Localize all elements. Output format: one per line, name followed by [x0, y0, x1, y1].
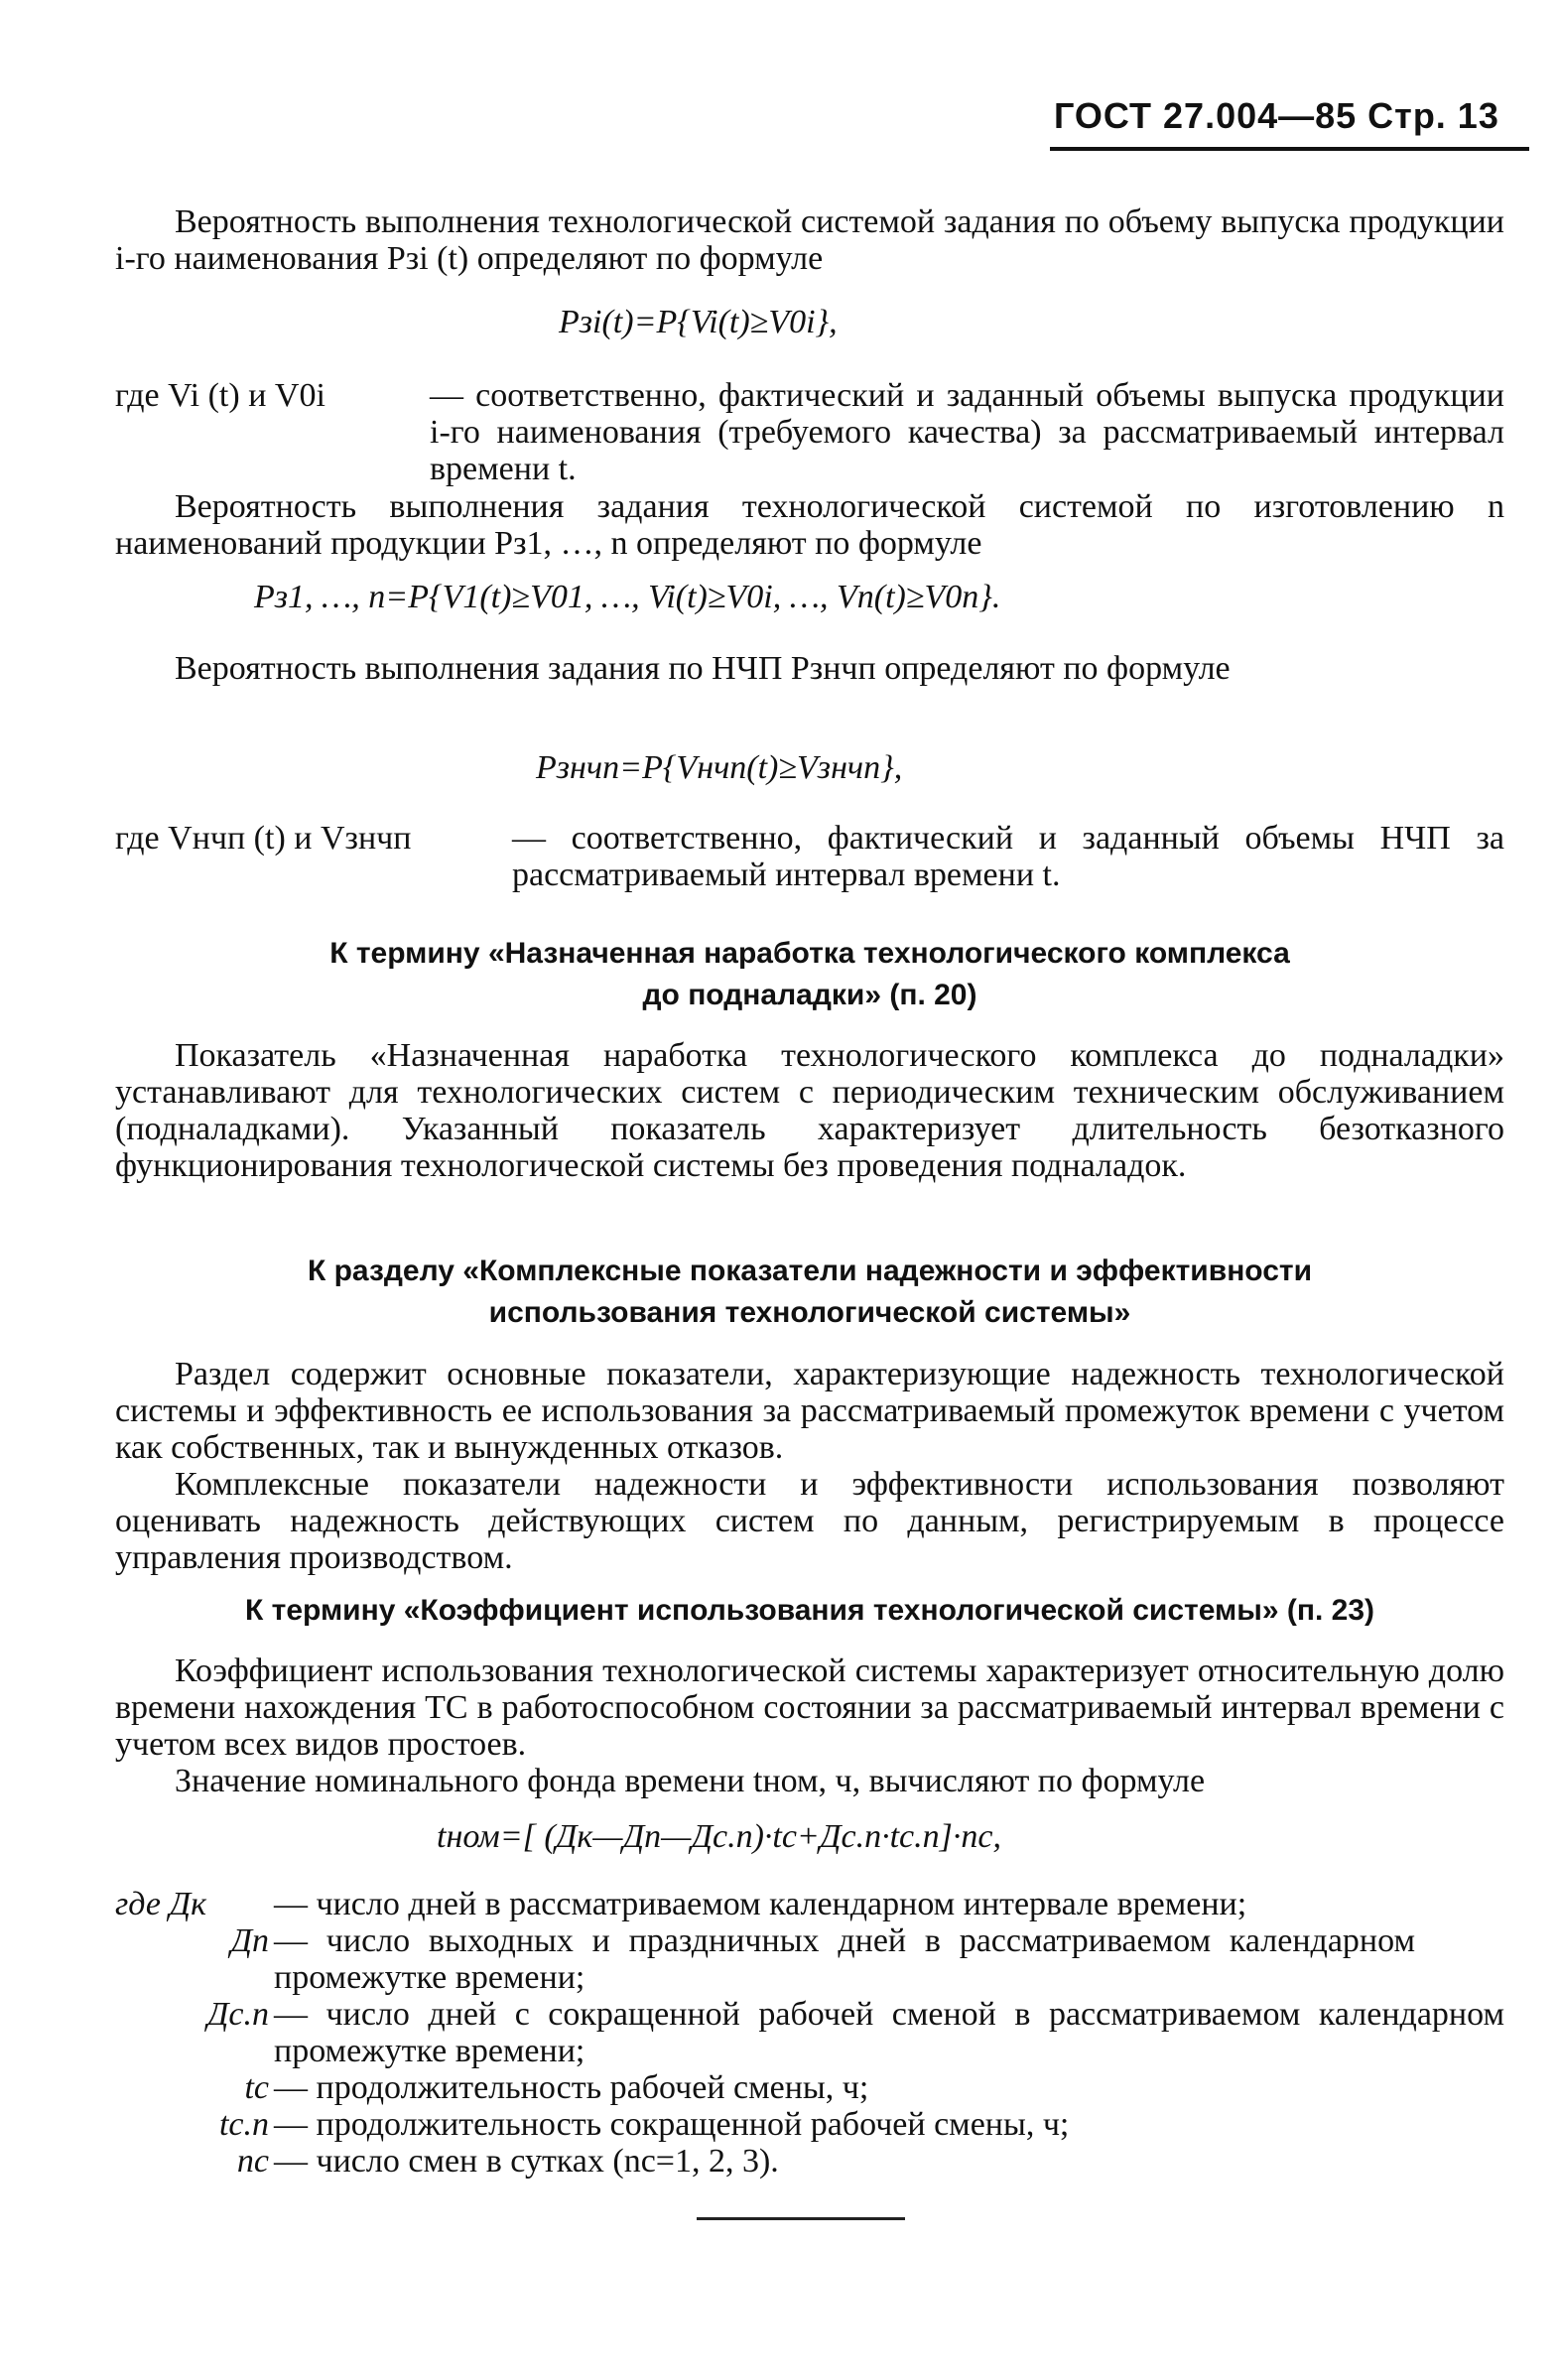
paragraph-4: Показатель «Назначенная наработка технологического комплекса до подналадки» устанавливают для технологических систем с периодическим техническим обслуживанием (подналадками). Указанный показатель характеризует длительность безотказного функционирования технологической системы без проведения подналадок. — [115, 1037, 1504, 1184]
page-header: ГОСТ 27.004—85 Стр. 13 — [1054, 95, 1499, 136]
where-label-2: где Vнчп (t) и Vзнчп — [115, 820, 412, 857]
section-heading-2-line2: использования технологической системы» — [488, 1296, 1131, 1329]
definition-text: — число дней с сокращенной рабочей сменой в рассматриваемом календарном промежутке времени; — [274, 1996, 1504, 2069]
paragraph-2: Вероятность выполнения задания технологической системой по изготовлению n наименований продукции Pз1, …, n определяют по формуле — [115, 488, 1504, 562]
section-heading-3 — [115, 1590, 1504, 1632]
section-heading-1 — [115, 933, 1504, 1016]
where-block-1 — [115, 377, 1504, 496]
where-text-2: — соответственно, фактический и заданный объемы НЧП за рассматриваемый интервал времени t. — [512, 820, 1504, 893]
definition-symbol: tс — [244, 2069, 269, 2106]
definition-row — [115, 1886, 1504, 1922]
section-heading-2-line1: К разделу «Комплексные показатели надежности и эффективности — [307, 1255, 1313, 1287]
paragraph-1: Вероятность выполнения технологической системой задания по объему выпуска продукции i-го наименования Pзi (t) определяют по формуле — [115, 203, 1504, 277]
definition-row — [115, 2143, 1504, 2180]
formula-4: tном=[ (Дк—Дп—Дс.п)·tс+Дс.п·tс.п]·nс, — [437, 1818, 1001, 1855]
definition-symbol: Дс.п — [206, 1996, 269, 2033]
section-heading-2 — [115, 1251, 1504, 1334]
definition-text: — продолжительность сокращенной рабочей смены, ч; — [274, 2106, 1070, 2143]
section-heading-1-line1: К термину «Назначенная наработка технологического комплекса — [329, 937, 1290, 970]
paragraph-7: Коэффициент использования технологической системы характеризует относительную долю времени нахождения ТС в работоспособном состоянии за рассматриваемый интервал времени с учетом всех видов простоев. — [115, 1653, 1504, 1763]
definition-symbol: tс.п — [218, 2106, 269, 2143]
section-heading-1-line2: до подналадки» (п. 20) — [642, 979, 977, 1011]
definition-row — [115, 2069, 1504, 2106]
formula-1: Pзi(t)=P{Vi(t)≥V0i}, — [559, 304, 838, 340]
formula-3: Pзнчп=P{Vнчп(t)≥Vзнчп}, — [536, 749, 903, 786]
paragraph-3: Вероятность выполнения задания по НЧП Pзнчп определяют по формуле — [175, 650, 1231, 687]
definition-symbol: Дп — [230, 1922, 269, 1959]
definition-text: — продолжительность рабочей смены, ч; — [274, 2069, 869, 2106]
paragraph-8: Значение номинального фонда времени tном, ч, вычисляют по формуле — [175, 1763, 1206, 1799]
definition-text: — число смен в сутках (nс=1, 2, 3). — [274, 2143, 779, 2180]
definition-text: — число выходных и праздничных дней в рассматриваемом календарном промежутке времени; — [274, 1922, 1415, 1996]
definition-symbol: nс — [236, 2143, 269, 2180]
where-text-1: — соответственно, фактический и заданный объемы выпуска продукции i-го наименования (требуемого качества) за рассматриваемый интервал времени t. — [430, 377, 1504, 487]
definition-row — [115, 2106, 1504, 2143]
definition-row — [115, 1922, 1504, 1996]
definition-row — [115, 1996, 1504, 2069]
where-label-1: где Vi (t) и V0i — [115, 377, 325, 414]
paragraph-6: Комплексные показатели надежности и эффективности использования позволяют оценивать надежность действующих систем по данным, регистрируемым в процессе управления производством. — [115, 1466, 1504, 1576]
definition-symbol: где Дк — [115, 1886, 207, 1922]
footer-rule — [697, 2217, 905, 2220]
paragraph-5: Раздел содержит основные показатели, характеризующие надежность технологической системы и эффективность ее использования за рассматриваемый промежуток времени с учетом как собственных, так и вынужденных отказов. — [115, 1356, 1504, 1466]
formula-2: Pз1, …, n=P{V1(t)≥V01, …, Vi(t)≥V0i, …, Vn(t)≥V0n}. — [254, 579, 1001, 615]
definition-text: — число дней в рассматриваемом календарном интервале времени; — [274, 1886, 1247, 1922]
where-block-2 — [115, 820, 1504, 899]
header-rule — [1050, 147, 1529, 151]
section-heading-3-line1: К термину «Коэффициент использования технологической системы» (п. 23) — [245, 1594, 1374, 1627]
